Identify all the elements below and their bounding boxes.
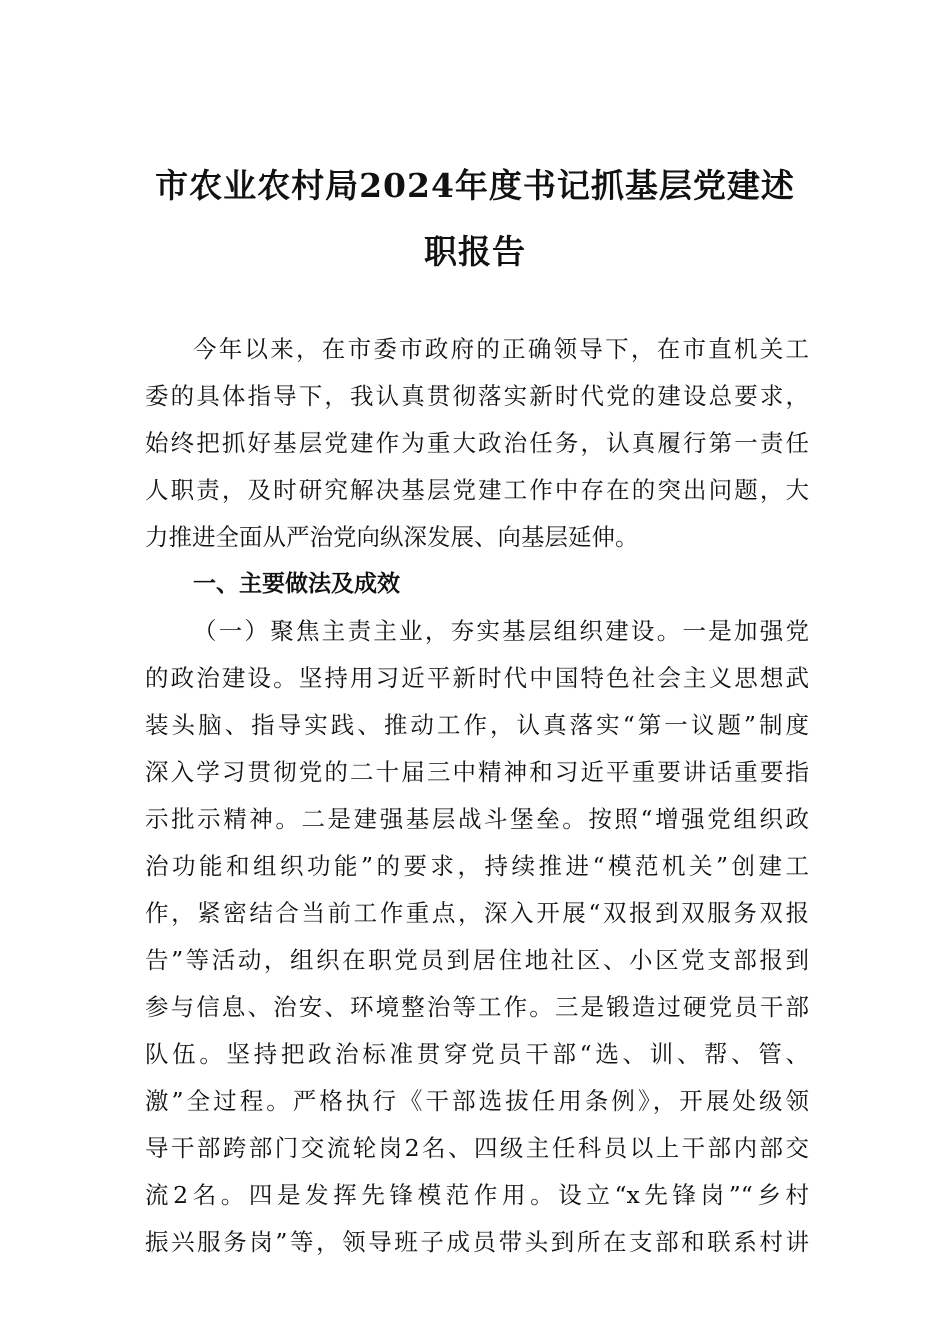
paragraph-line: 的政治建设。坚持用习近平新时代中国特色社会主义思想武 [145, 664, 809, 692]
document-title-line-2: 职报告 [424, 232, 526, 271]
section-heading: 一、主要做法及成效 [193, 571, 400, 597]
paragraph-line: 装头脑、指导实践、推动工作，认真落实“第一议题”制度 [145, 711, 809, 739]
paragraph-line: 示批示精神。二是建强基层战斗堡垒。按照“增强党组织政 [145, 805, 809, 833]
paragraph-line: 今年以来，在市委市政府的正确领导下，在市直机关工 [193, 335, 809, 363]
paragraph-line: 始终把抓好基层党建作为重大政治任务，认真履行第一责任 [145, 429, 809, 457]
paragraph-line: 委的具体指导下，我认真贯彻落实新时代党的建设总要求， [145, 382, 809, 410]
paragraph-line: 流2名。四是发挥先锋模范作用。设立“x先锋岗”“乡村 [145, 1181, 809, 1209]
document-title-line-1: 市农业农村局2024年度书记抓基层党建述 [155, 166, 795, 205]
paragraph-line: 力推进全面从严治党向纵深发展、向基层延伸。 [145, 523, 639, 551]
paragraph-line: 作，紧密结合当前工作重点，深入开展“双报到双服务双报 [145, 899, 809, 927]
paragraph-line: 导干部跨部门交流轮岗2名、四级主任科员以上干部内部交 [145, 1134, 809, 1162]
paragraph-line: 人职责，及时研究解决基层党建工作中存在的突出问题，大 [145, 476, 809, 504]
paragraph-line: 参与信息、治安、环境整治等工作。三是锻造过硬党员干部 [145, 993, 809, 1021]
paragraph-line: 激”全过程。严格执行《干部选拔任用条例》，开展处级领 [145, 1087, 809, 1115]
paragraph-line: 治功能和组织功能”的要求，持续推进“模范机关”创建工 [145, 852, 809, 880]
document-body [145, 326, 809, 1266]
paragraph-line: 队伍。坚持把政治标准贯穿党员干部“选、训、帮、管、 [145, 1040, 809, 1068]
paragraph-line: 告”等活动，组织在职党员到居住地社区、小区党支部报到 [145, 946, 809, 974]
paragraph-line: 深入学习贯彻党的二十届三中精神和习近平重要讲话重要指 [145, 758, 809, 786]
paragraph-line: 振兴服务岗”等，领导班子成员带头到所在支部和联系村讲 [145, 1228, 809, 1256]
paragraph-line: （一）聚焦主责主业，夯实基层组织建设。一是加强党 [193, 617, 809, 645]
